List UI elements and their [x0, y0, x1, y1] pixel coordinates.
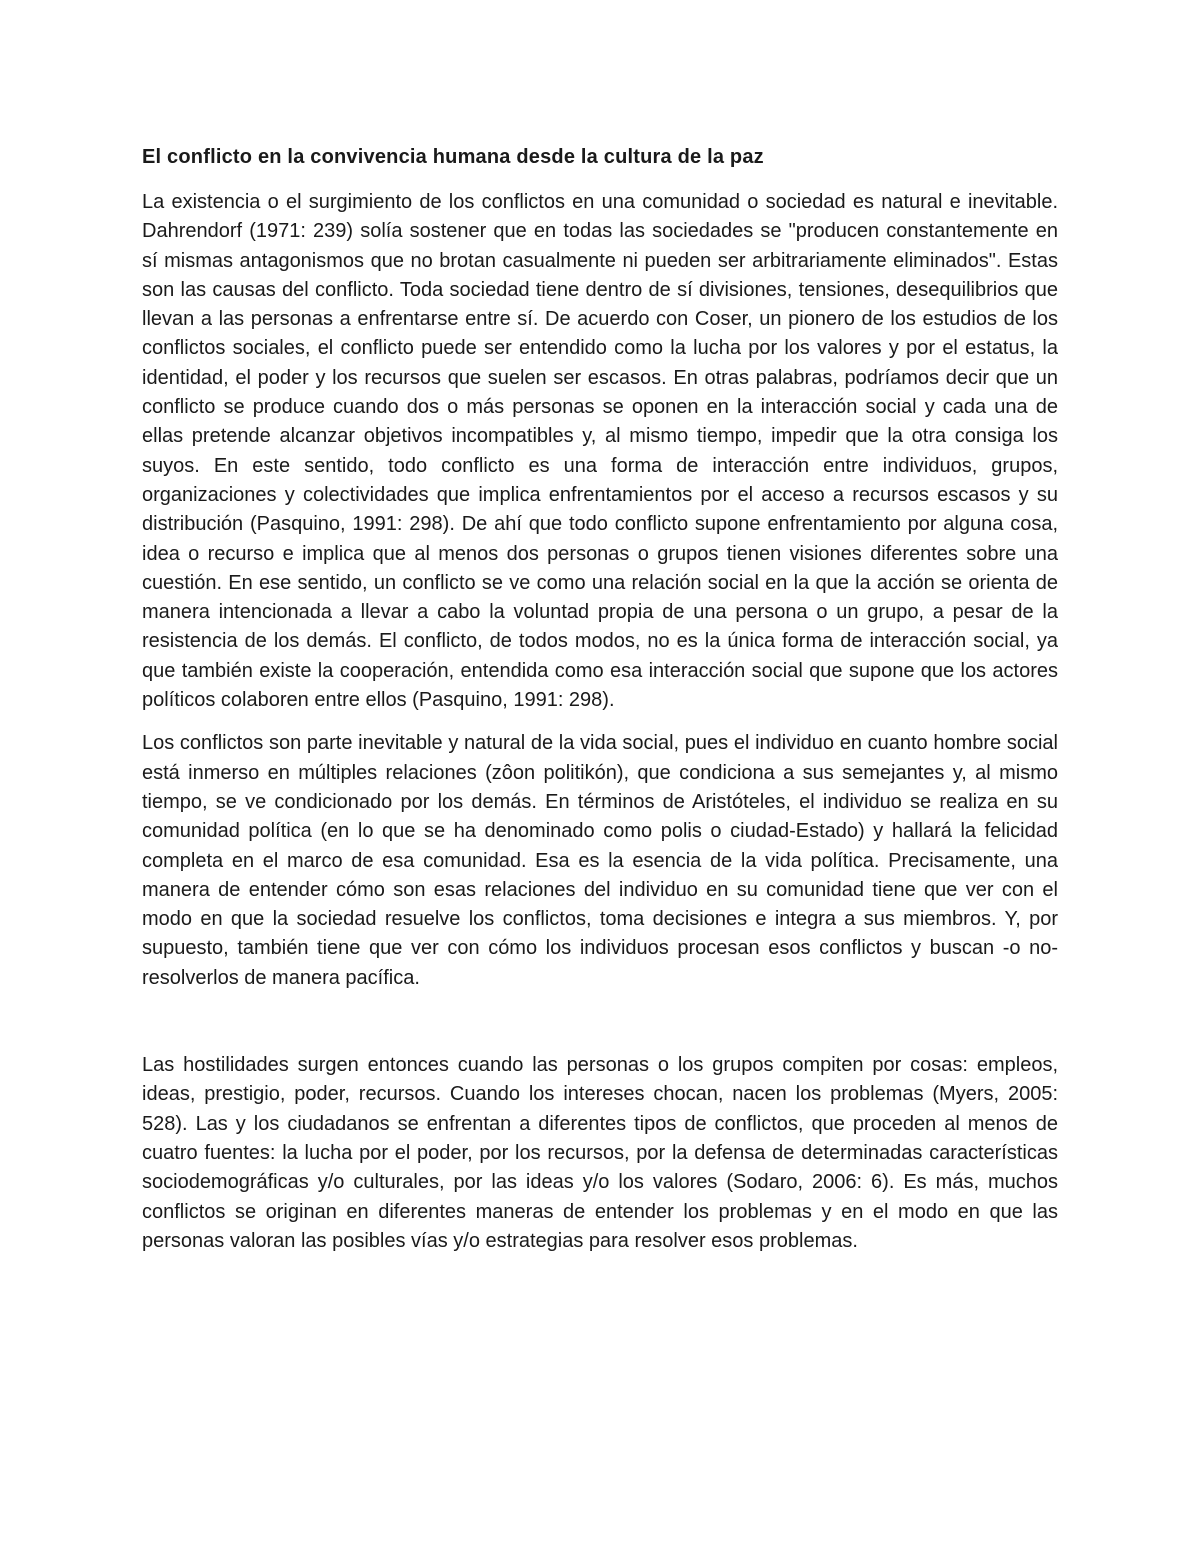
document-body: [142, 143, 1058, 1270]
paragraph-2: Los conflictos son parte inevitable y natural de la vida social, pues el individuo en cuanto hombre social está inmerso en múltiples relaciones (zôon politikón), que condiciona a sus semejantes y, al mismo tiempo, se ve condicionado por los demás. En términos de Aristóteles, el individuo se realiza en su comunidad política (en lo que se ha denominado como polis o ciudad-Estado) y hallará la felicidad completa en el marco de esa comunidad. Esa es la esencia de la vida política. Precisamente, una manera de entender cómo son esas relaciones del individuo en su comunidad tiene que ver con el modo en que la sociedad resuelve los conflictos, toma decisiones e integra a sus miembros. Y, por supuesto, también tiene que ver con cómo los individuos procesan esos conflictos y buscan -o no- resolverlos de manera pacífica.: [142, 732, 1058, 989]
paragraph-1: La existencia o el surgimiento de los conflictos en una comunidad o sociedad es natural e inevitable. Dahrendorf (1971: 239) solía sostener que en todas las sociedades se "producen constantemente en sí mismas antagonismos que no brotan casualmente ni pueden ser arbitrariamente eliminados". Estas son las causas del conflicto. Toda sociedad tiene dentro de sí divisiones, tensiones, desequilibrios que llevan a las personas a enfrentarse entre sí. De acuerdo con Coser, un pionero de los estudios de los conflictos sociales, el conflicto puede ser entendido como la lucha por los valores y por el estatus, la identidad, el poder y los recursos que suelen ser escasos. En otras palabras, podríamos decir que un conflicto se produce cuando dos o más personas se oponen en la interacción social y cada una de ellas pretende alcanzar objetivos incompatibles y, al mismo tiempo, impedir que la otra consiga los suyos. En este sentido, todo conflicto es una forma de interacción entre individuos, grupos, organizaciones y colectividades que implica enfrentamientos por el acceso a recursos escasos y su distribución (Pasquino, 1991: 298). De ahí que todo conflicto supone enfrentamiento por alguna cosa, idea o recurso e implica que al menos dos personas o grupos tienen visiones diferentes sobre una cuestión. En ese sentido, un conflicto se ve como una relación social en la que la acción se orienta de manera intencionada a llevar a cabo la voluntad propia de una persona o un grupo, a pesar de la resistencia de los demás. El conflicto, de todos modos, no es la única forma de interacción social, ya que también existe la cooperación, entendida como esa interacción social que supone que los actores políticos colaboren entre ellos (Pasquino, 1991: 298).: [142, 191, 1058, 712]
paragraph-3: Las hostilidades surgen entonces cuando las personas o los grupos compiten por cosas: empleos, ideas, prestigio, poder, recursos. Cuando los intereses chocan, nacen los problemas (Myers, 2005: 528). Las y los ciudadanos se enfrentan a diferentes tipos de conflictos, que proceden al menos de cuatro fuentes: la lucha por el poder, por los recursos, por la defensa de determinadas características sociodemográficas y/o culturales, por las ideas y/o los valores (Sodaro, 2006: 6). Es más, muchos conflictos se originan en diferentes maneras de entender los problemas y en el modo en que las personas valoran las posibles vías y/o estrategias para resolver esos problemas.: [142, 1054, 1058, 1252]
document-title: El conflicto en la convivencia humana desde la cultura de la paz: [142, 146, 764, 168]
